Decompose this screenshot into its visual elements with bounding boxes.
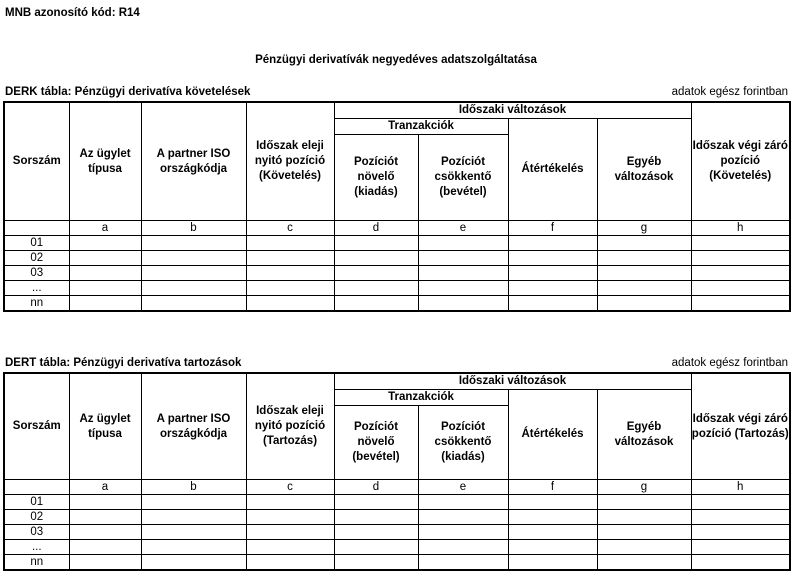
data-cell[interactable]	[597, 510, 691, 525]
data-cell[interactable]	[508, 510, 597, 525]
data-cell[interactable]	[246, 525, 334, 540]
dert-table	[3, 372, 791, 571]
row-number: ...	[4, 281, 69, 296]
header-atertekeles: Átértékelés	[508, 390, 597, 480]
data-cell[interactable]	[597, 495, 691, 510]
data-cell[interactable]	[334, 296, 418, 312]
data-cell[interactable]	[141, 510, 246, 525]
data-cell[interactable]	[69, 495, 141, 510]
data-cell[interactable]	[69, 266, 141, 281]
letter-cell: a	[69, 480, 141, 495]
data-cell[interactable]	[597, 555, 691, 571]
header-pozicio-csokkento: Pozíciót csökkentő (bevétel)	[418, 135, 508, 221]
data-cell[interactable]	[246, 281, 334, 296]
header-zaro-pozicio: Időszak végi záró pozíció (Követelés)	[691, 102, 790, 221]
table-row	[4, 540, 790, 555]
letter-cell: e	[418, 480, 508, 495]
data-cell[interactable]	[69, 525, 141, 540]
data-cell[interactable]	[69, 236, 141, 251]
data-cell[interactable]	[246, 555, 334, 571]
header-tranzakciok: Tranzakciók	[334, 119, 508, 135]
data-cell[interactable]	[141, 281, 246, 296]
letter-cell: c	[246, 221, 334, 236]
header-zaro-pozicio: Időszak végi záró pozíció (Tartozás)	[691, 373, 790, 480]
mnb-code: MNB azonosító kód: R14	[5, 7, 140, 19]
data-cell[interactable]	[141, 540, 246, 555]
letter-cell: b	[141, 480, 246, 495]
data-cell[interactable]	[597, 525, 691, 540]
data-cell[interactable]	[334, 510, 418, 525]
table-row	[4, 555, 790, 571]
data-cell[interactable]	[141, 555, 246, 571]
header-partner-iso: A partner ISO országkódja	[141, 373, 246, 480]
data-cell[interactable]	[418, 525, 508, 540]
data-cell[interactable]	[508, 266, 597, 281]
data-cell[interactable]	[141, 251, 246, 266]
data-cell[interactable]	[418, 296, 508, 312]
data-cell[interactable]	[418, 510, 508, 525]
data-cell[interactable]	[69, 251, 141, 266]
data-cell[interactable]	[141, 236, 246, 251]
row-number: nn	[4, 296, 69, 312]
row-number: 03	[4, 266, 69, 281]
data-cell[interactable]	[418, 251, 508, 266]
header-nyito-pozicio: Időszak eleji nyitó pozíció (Tartozás)	[246, 373, 334, 480]
data-cell[interactable]	[418, 555, 508, 571]
data-cell[interactable]	[691, 495, 790, 510]
data-cell[interactable]	[691, 251, 790, 266]
header-ugylet-tipusa: Az ügylet típusa	[69, 373, 141, 480]
data-cell[interactable]	[508, 555, 597, 571]
data-cell[interactable]	[334, 555, 418, 571]
data-cell[interactable]	[334, 266, 418, 281]
row-number: 02	[4, 510, 69, 525]
header-pozicio-novelo: Pozíciót növelő (bevétel)	[334, 406, 418, 480]
letter-cell: e	[418, 221, 508, 236]
letter-cell: f	[508, 480, 597, 495]
header-nyito-pozicio: Időszak eleji nyitó pozíció (Követelés)	[246, 102, 334, 221]
letter-cell	[4, 221, 69, 236]
data-cell[interactable]	[246, 251, 334, 266]
data-cell[interactable]	[69, 555, 141, 571]
header-egyeb-valtozasok: Egyéb változások	[597, 119, 691, 221]
data-cell[interactable]	[508, 525, 597, 540]
letter-cell: d	[334, 221, 418, 236]
data-cell[interactable]	[597, 540, 691, 555]
data-cell[interactable]	[69, 510, 141, 525]
row-number: nn	[4, 555, 69, 571]
letter-cell: d	[334, 480, 418, 495]
derk-table-label: DERK tábla: Pénzügyi derivatíva követelések	[5, 86, 251, 98]
data-cell[interactable]	[597, 251, 691, 266]
header-sorszam: Sorszám	[4, 373, 69, 480]
data-cell[interactable]	[418, 281, 508, 296]
table-row	[4, 495, 790, 510]
data-cell[interactable]	[597, 281, 691, 296]
header-idoszaki-valtozasok: Időszaki változások	[334, 373, 691, 390]
dert-table-label: DERT tábla: Pénzügyi derivatíva tartozások	[5, 357, 242, 369]
data-cell[interactable]	[508, 540, 597, 555]
data-cell[interactable]	[141, 266, 246, 281]
letter-cell: c	[246, 480, 334, 495]
data-cell[interactable]	[418, 236, 508, 251]
data-cell[interactable]	[597, 266, 691, 281]
table-row	[4, 510, 790, 525]
data-cell[interactable]	[334, 540, 418, 555]
row-number: 01	[4, 236, 69, 251]
data-cell[interactable]	[69, 540, 141, 555]
header-ugylet-tipusa: Az ügylet típusa	[69, 102, 141, 221]
data-cell[interactable]	[691, 525, 790, 540]
data-cell[interactable]	[691, 555, 790, 571]
table-row	[4, 266, 790, 281]
data-cell[interactable]	[334, 236, 418, 251]
header-pozicio-csokkento: Pozíciót csökkentő (kiadás)	[418, 406, 508, 480]
data-cell[interactable]	[69, 281, 141, 296]
data-cell[interactable]	[691, 296, 790, 312]
data-cell[interactable]	[334, 495, 418, 510]
data-cell[interactable]	[691, 236, 790, 251]
data-cell[interactable]	[597, 236, 691, 251]
letter-cell: h	[691, 480, 790, 495]
header-egyeb-valtozasok: Egyéb változások	[597, 390, 691, 480]
data-cell[interactable]	[246, 236, 334, 251]
data-cell[interactable]	[691, 540, 790, 555]
page-title: Pénzügyi derivatívák negyedéves adatszolgáltatása	[255, 54, 537, 66]
derk-table	[3, 101, 791, 312]
data-cell[interactable]	[418, 495, 508, 510]
data-cell[interactable]	[508, 495, 597, 510]
data-cell[interactable]	[69, 296, 141, 312]
letter-row	[4, 221, 790, 236]
header-pozicio-novelo: Pozíciót növelő (kiadás)	[334, 135, 418, 221]
letter-cell: g	[597, 480, 691, 495]
letter-cell: a	[69, 221, 141, 236]
data-cell[interactable]	[691, 510, 790, 525]
header-tranzakciok: Tranzakciók	[334, 390, 508, 406]
data-cell[interactable]	[141, 495, 246, 510]
header-idoszaki-valtozasok: Időszaki változások	[334, 102, 691, 119]
letter-cell: b	[141, 221, 246, 236]
data-cell[interactable]	[246, 296, 334, 312]
table-row	[4, 251, 790, 266]
data-cell[interactable]	[246, 495, 334, 510]
header-partner-iso: A partner ISO országkódja	[141, 102, 246, 221]
dert-unit-note: adatok egész forintban	[671, 357, 788, 369]
data-cell[interactable]	[334, 525, 418, 540]
data-cell[interactable]	[141, 525, 246, 540]
header-sorszam: Sorszám	[4, 102, 69, 221]
data-cell[interactable]	[334, 281, 418, 296]
data-cell[interactable]	[691, 266, 790, 281]
table-row	[4, 281, 790, 296]
data-cell[interactable]	[141, 296, 246, 312]
letter-row	[4, 480, 790, 495]
data-cell[interactable]	[246, 266, 334, 281]
data-cell[interactable]	[418, 540, 508, 555]
data-cell[interactable]	[246, 540, 334, 555]
table-row	[4, 525, 790, 540]
row-number: 01	[4, 495, 69, 510]
data-cell[interactable]	[508, 251, 597, 266]
row-number: ...	[4, 540, 69, 555]
data-cell[interactable]	[508, 296, 597, 312]
row-number: 03	[4, 525, 69, 540]
table-row	[4, 296, 790, 312]
table-row	[4, 236, 790, 251]
data-cell[interactable]	[418, 266, 508, 281]
letter-cell: g	[597, 221, 691, 236]
derk-unit-note: adatok egész forintban	[671, 86, 788, 98]
letter-cell: f	[508, 221, 597, 236]
letter-cell	[4, 480, 69, 495]
data-cell[interactable]	[691, 281, 790, 296]
data-cell[interactable]	[334, 251, 418, 266]
data-cell[interactable]	[246, 510, 334, 525]
letter-cell: h	[691, 221, 790, 236]
header-atertekeles: Átértékelés	[508, 119, 597, 221]
data-cell[interactable]	[508, 236, 597, 251]
row-number: 02	[4, 251, 69, 266]
data-cell[interactable]	[508, 281, 597, 296]
data-cell[interactable]	[597, 296, 691, 312]
